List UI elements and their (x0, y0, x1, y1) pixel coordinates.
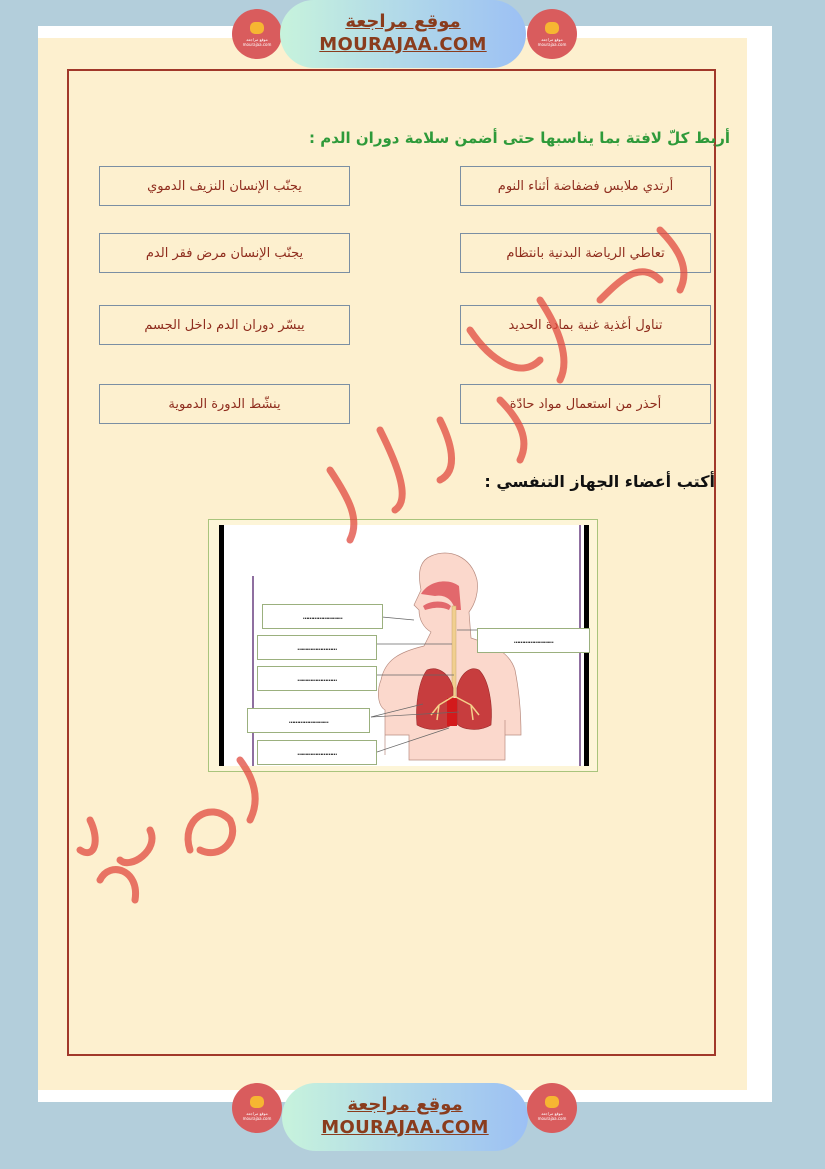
site-name-arabic: موقع مراجعة (345, 11, 461, 32)
diagram-label-nasal-cavity[interactable]: …………………… (262, 604, 383, 629)
site-name-latin[interactable]: MOURAJAA.COM (321, 1117, 489, 1138)
left-column-item-1: يجنّب الإنسان النزيف الدموي (99, 166, 350, 206)
book-icon (250, 1096, 264, 1108)
book-icon (250, 22, 264, 34)
book-icon (545, 22, 559, 34)
respiratory-system-diagram (208, 519, 598, 772)
left-column-item-4: ينشّط الدورة الدموية (99, 384, 350, 424)
site-banner-header[interactable] (280, 0, 526, 68)
diagram-label-lungs[interactable]: …………………… (247, 708, 370, 733)
site-banner-footer[interactable] (282, 1083, 528, 1151)
right-column-item-1: أرتدي ملابس فضفاضة أثناء النوم (460, 166, 711, 206)
footer-logo-left (232, 1083, 282, 1133)
logo-caption-ar: موقع مراجعة (541, 1110, 563, 1116)
exercise-1-instruction: أربط كلّ لافتة بما يناسبها حتى أضمن سلامة دوران الدم : (309, 129, 730, 147)
right-column-item-2: تعاطي الرياضة البدنية بانتظام (460, 233, 711, 273)
logo-caption-en: mourajaa.com (242, 41, 272, 47)
site-logo-right (527, 9, 577, 59)
logo-caption-ar: موقع مراجعة (246, 1110, 268, 1116)
footer-logo-right (527, 1083, 577, 1133)
logo-caption-en: mourajaa.com (537, 1115, 567, 1121)
book-icon (545, 1096, 559, 1108)
logo-caption-ar: موقع مراجعة (246, 36, 268, 42)
logo-caption-en: mourajaa.com (242, 1115, 272, 1121)
right-column-item-3: تناول أغذية غنية بمادة الحديد (460, 305, 711, 345)
logo-caption-ar: موقع مراجعة (541, 36, 563, 42)
diagram-label-larynx[interactable]: …………………… (477, 628, 590, 653)
diagram-label-diaphragm[interactable]: …………………… (257, 740, 377, 765)
left-column-item-3: ييسّر دوران الدم داخل الجسم (99, 305, 350, 345)
diagram-label-trachea[interactable]: …………………… (257, 666, 377, 691)
right-column-item-4: أحذر من استعمال مواد حادّة (460, 384, 711, 424)
site-name-latin[interactable]: MOURAJAA.COM (319, 34, 487, 55)
left-column-item-2: يجنّب الإنسان مرض فقر الدم (99, 233, 350, 273)
diagram-label-pharynx[interactable]: …………………… (257, 635, 377, 660)
site-name-arabic: موقع مراجعة (347, 1094, 463, 1115)
exercise-2-instruction: أكتب أعضاء الجهاز التنفسي : (484, 472, 715, 491)
logo-caption-en: mourajaa.com (537, 41, 567, 47)
site-logo-left (232, 9, 282, 59)
